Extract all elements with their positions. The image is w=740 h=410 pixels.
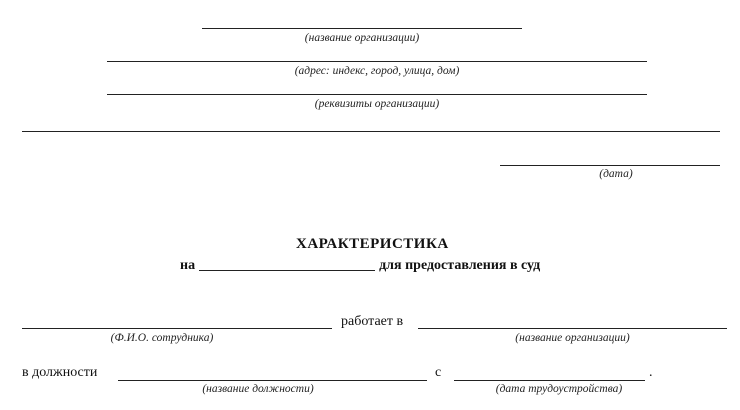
position-caption: (название должности) [202, 383, 314, 395]
address-line [107, 61, 647, 62]
since-label: с [435, 365, 442, 380]
works-at-label: работает в [341, 314, 404, 329]
date-caption: (дата) [599, 168, 633, 180]
org-name-line [202, 28, 522, 29]
employee-name-line [22, 328, 332, 329]
date-line [500, 165, 720, 166]
org-name-caption: (название организации) [304, 32, 420, 44]
end-period: . [649, 365, 653, 380]
address-caption: (адрес: индекс, город, улица, дом) [294, 65, 460, 77]
subtitle-prefix: на [180, 258, 196, 273]
requisites-line [107, 94, 647, 95]
document-title: ХАРАКТЕРИСТИКА [296, 236, 449, 252]
requisites-caption: (реквизиты организации) [314, 98, 440, 110]
employer-org-caption: (название организации) [515, 332, 630, 344]
position-label: в должности [22, 365, 98, 380]
subtitle-suffix: для предоставления в суд [379, 258, 541, 273]
document-subtitle [180, 258, 540, 274]
hire-date-caption: (дата трудоустройства) [495, 383, 623, 395]
hire-date-line [454, 380, 645, 381]
employee-name-caption: (Ф.И.О. сотрудника) [110, 332, 214, 344]
separator-line [22, 131, 720, 132]
employer-org-line [418, 328, 727, 329]
purpose-blank [199, 258, 375, 271]
position-line [118, 380, 427, 381]
